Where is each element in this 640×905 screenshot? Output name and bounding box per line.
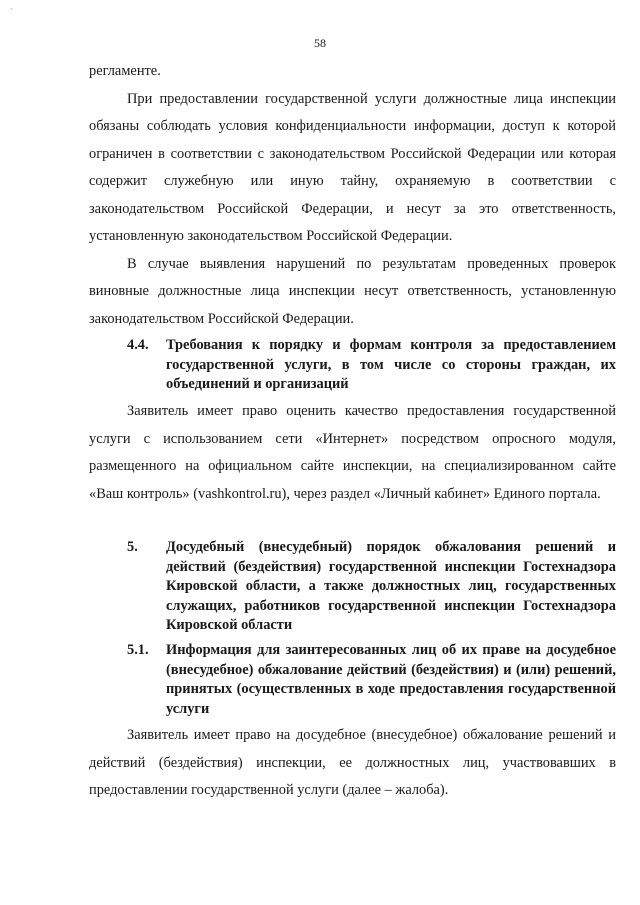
section-title: Досудебный (внесудебный) порядок обжалования решений и действий (бездействия) государственной инспекции Гостехнадзора Кировской области, а также должностных лиц, государственных служащих, работников государственной инспекции Гостехнадзора Кировской области — [166, 539, 616, 633]
page-number: 58 — [314, 36, 326, 50]
text-block-top — [89, 58, 616, 333]
paragraph-confidentiality: При предоставлении государственной услуги должностные лица инспекции обязаны соблюдать условия конфиденциальности информации, доступ к которой ограничен в соответствии с законодательством Российской Федерации или которая содержит служебную или иную тайну, охраняемую в соответствии с законодательством Российской Федерации, и несут за это ответственность, установленную законодательством Российской Федерации. — [89, 90, 616, 244]
section-number: 4.4. — [127, 337, 149, 353]
paragraph-quality-rating: Заявитель имеет право оценить качество предоставления государственной услуги с использованием сети «Интернет» посредством опросного модуля, размещенного на официальном сайте инспекции, на специализированном сайте «Ваш контроль» (vashkontrol.ru), через раздел «Личный кабинет» Единого портала. — [89, 403, 616, 502]
section-5-1-heading — [127, 641, 616, 719]
section-number: 5.1. — [127, 642, 149, 658]
section-title: Информация для заинтересованных лиц об их праве на досудебное (внесудебное) обжалование действий (бездействия) и (или) решений, принятых (осуществленных в ходе предоставления государственной услуги — [166, 642, 616, 717]
section-title: Требования к порядку и формам контроля за предоставлением государственной услуги, в том числе со стороны граждан, их объединений и организаций — [166, 337, 616, 392]
text-block-complaint — [89, 722, 616, 805]
section-number: 5. — [127, 539, 138, 555]
paragraph-continuation: регламенте. — [89, 63, 161, 79]
scan-mark: ` — [10, 8, 14, 19]
section-4-4-heading — [127, 336, 616, 395]
paragraph-complaint-right: Заявитель имеет право на досудебное (внесудебное) обжалование решений и действий (бездействия) инспекции, ее должностных лиц, участвовавших в предоставлении государственной услуги (далее – жалоба). — [89, 727, 616, 798]
section-5-heading — [127, 538, 616, 636]
text-block-rating — [89, 398, 616, 508]
paragraph-violations: В случае выявления нарушений по результатам проведенных проверок виновные должностные лица инспекции несут ответственность, установленную законодательством Российской Федерации. — [89, 255, 616, 327]
